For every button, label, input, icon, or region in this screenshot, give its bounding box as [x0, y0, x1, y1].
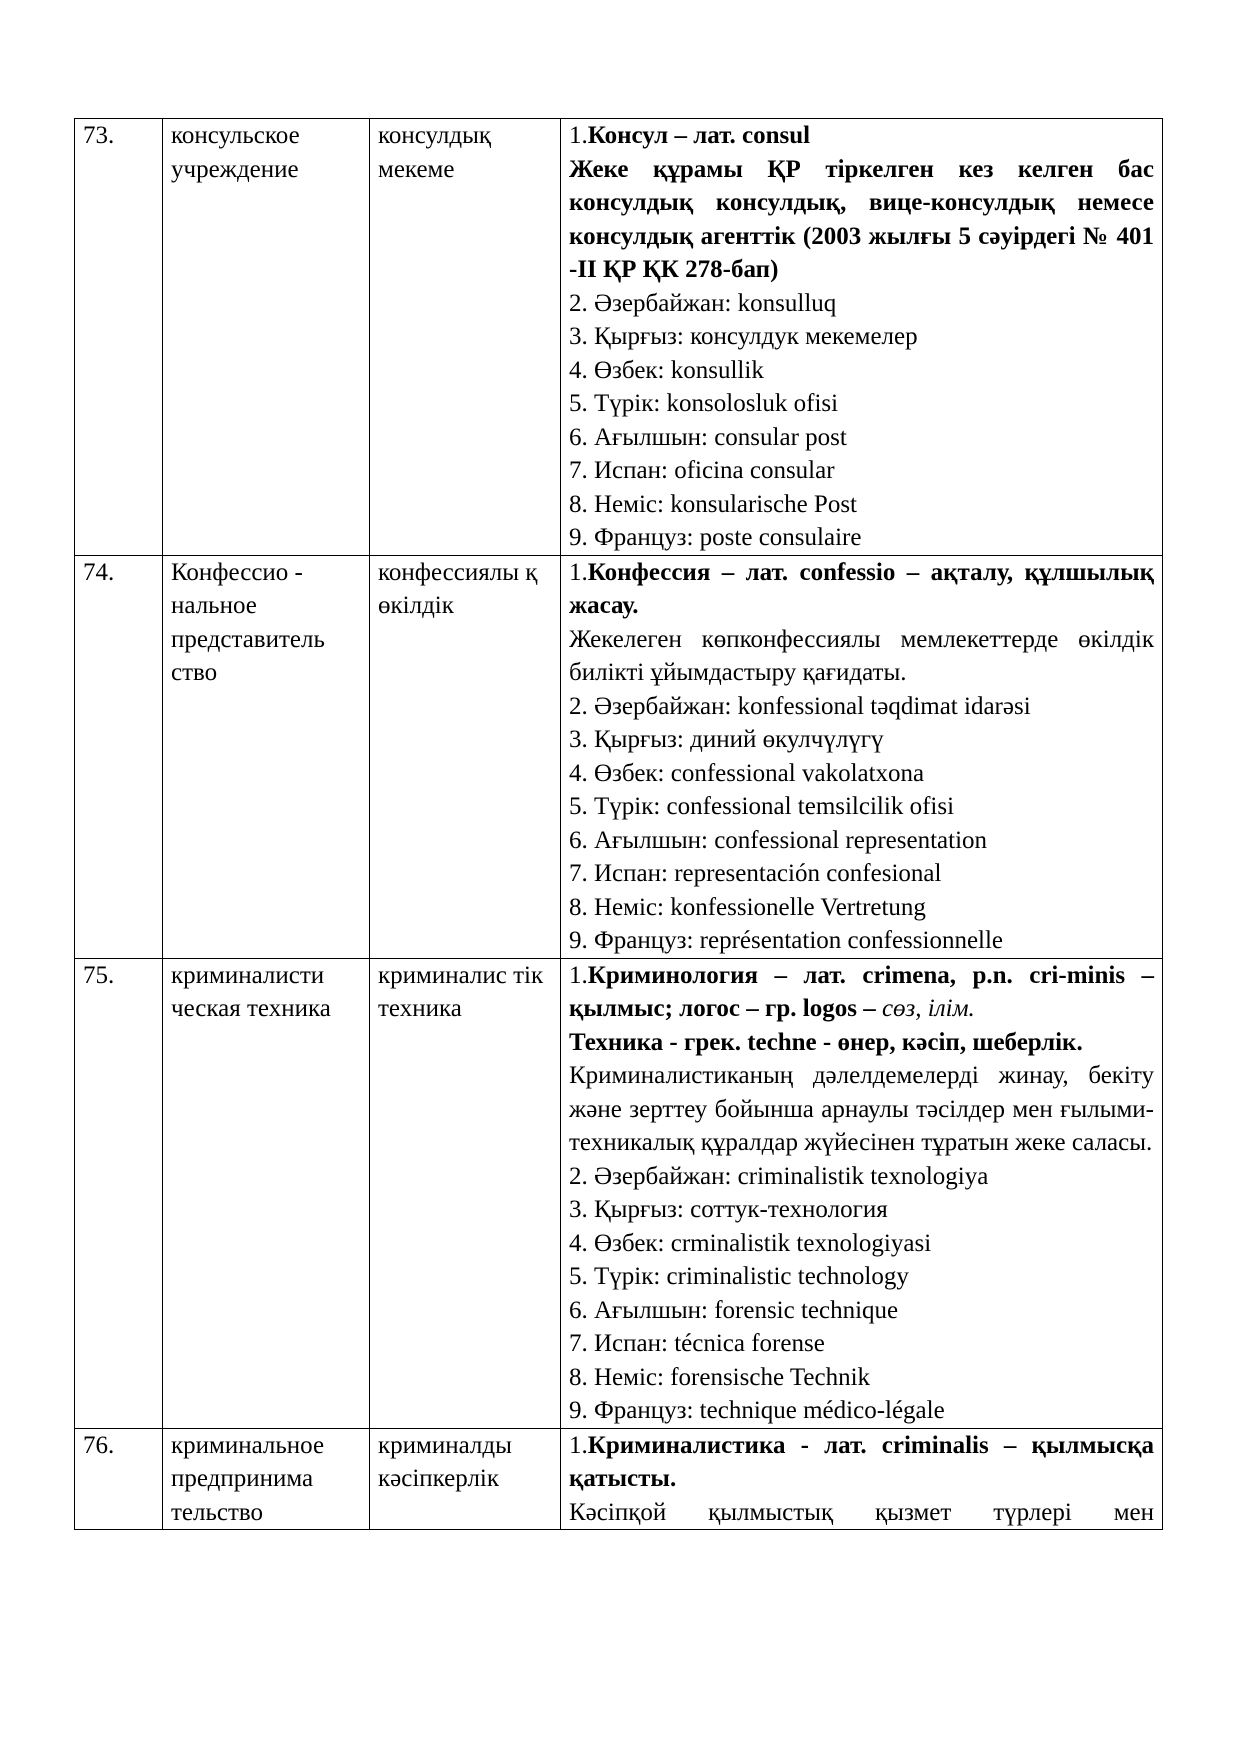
term-kazakh: конфессиялы қ өкілдік	[370, 555, 561, 958]
table-row	[75, 119, 1163, 556]
translation-line: 7. Испан: representación confesional	[569, 860, 942, 887]
row-number: 76.	[75, 1428, 163, 1530]
term-definition	[561, 119, 1163, 556]
translation-line: 5. Түрік: confessional temsilcilik ofisi	[569, 793, 955, 820]
definition-text: Жекелеген көпконфессиялы мемлекеттерде өкілдік билікті ұйымдастыру қағидаты.	[569, 625, 1154, 686]
translation-line: 6. Ағылшын: confessional representation	[569, 826, 988, 854]
table-row	[75, 958, 1163, 1428]
etymology-heading: 1.Криминалистика - лат. criminalis – қылмысқа қатысты.	[569, 1431, 1154, 1492]
translation-line: 6. Ағылшын: consular post	[569, 423, 847, 451]
term-russian: криминальное предпринима тельство	[163, 1428, 370, 1530]
translation-line: 8. Неміс: forensische Technik	[569, 1363, 871, 1391]
definition-bold: Жеке құрамы ҚР тіркелген кез келген бас консулдық консулдық, вице-консулдық немесе консулдық агенттік (2003 жылғы 5 сәуірдегі № 401 -II ҚР ҚК 278-бап)	[569, 155, 1154, 283]
translation-line: 8. Неміс: konfessionelle Vertretung	[569, 893, 926, 921]
translation-line: 5. Түрік: konsolosluk ofisi	[569, 390, 839, 417]
term-russian: Конфессио - нальное представитель ство	[163, 555, 370, 958]
table-row	[75, 1428, 1163, 1530]
term-russian: криминалисти ческая техника	[163, 958, 370, 1428]
etymology-heading: 1.Конфессия – лат. confessio – ақталу, құлшылық жасау.	[569, 558, 1154, 619]
translation-line: 2. Әзербайжан: konfessional təqdimat idarəsi	[569, 692, 1031, 720]
translation-line: 2. Әзербайжан: criminalistik texnologiya	[569, 1162, 989, 1190]
translation-line: 3. Қырғыз: соттук-технология	[569, 1196, 888, 1223]
translation-line: 3. Қырғыз: консулдук мекемелер	[569, 323, 918, 350]
row-number: 73.	[75, 119, 163, 556]
translation-line: 6. Ағылшын: forensic technique	[569, 1296, 899, 1324]
row-number: 74.	[75, 555, 163, 958]
translation-line: 9. Француз: poste consulaire	[569, 524, 862, 551]
translation-line: 9. Француз: technique médico-légale	[569, 1397, 945, 1424]
translation-line: 3. Қырғыз: диний өкулчүлүгү	[569, 726, 884, 753]
translation-line: 9. Француз: représentation confessionnelle	[569, 927, 1004, 954]
term-definition	[561, 958, 1163, 1428]
translation-line: 4. Өзбек: crminalistik texnologiyasi	[569, 1229, 932, 1257]
etymology-italic: сөз, ілім.	[881, 995, 975, 1022]
row-number: 75.	[75, 958, 163, 1428]
translation-line: 4. Өзбек: konsullik	[569, 356, 764, 384]
glossary-table	[74, 118, 1163, 1530]
table-row	[75, 555, 1163, 958]
term-kazakh: криминалис тік техника	[370, 958, 561, 1428]
translation-line: 4. Өзбек: confessional vakolatxona	[569, 759, 925, 787]
translation-line: 2. Әзербайжан: konsulluq	[569, 289, 837, 317]
etymology-heading: 1.Криминология – лат. crimena, p.n. cri-minis – қылмыс; логос – гр. logos – сөз, ілім.	[569, 961, 1154, 1022]
term-definition	[561, 1428, 1163, 1530]
definition-bold: Техника - грек. techne - өнер, кәсіп, шеберлік.	[569, 1028, 1083, 1056]
definition-text: Кәсіпқой қылмыстық қызмет түрлері мен	[569, 1498, 1154, 1526]
definition-text: Криминалистиканың дәлелдемелерді жинау, бекіту және зерттеу бойынша арнаулы тәсілдер мен ғылыми-техникалық құралдар жүйесінен тұратын жеке саласы.	[569, 1062, 1154, 1156]
term-russian: консульское учреждение	[163, 119, 370, 556]
translation-line: 7. Испан: oficina consular	[569, 457, 835, 484]
translation-line: 7. Испан: técnica forense	[569, 1330, 825, 1357]
translation-line: 8. Неміс: konsularische Post	[569, 490, 858, 518]
term-definition	[561, 555, 1163, 958]
term-kazakh: криминалды кәсіпкерлік	[370, 1428, 561, 1530]
term-kazakh: консулдық мекеме	[370, 119, 561, 556]
etymology-heading: 1.Консул – лат. consul	[569, 122, 811, 149]
translation-line: 5. Түрік: criminalistic technology	[569, 1263, 909, 1290]
